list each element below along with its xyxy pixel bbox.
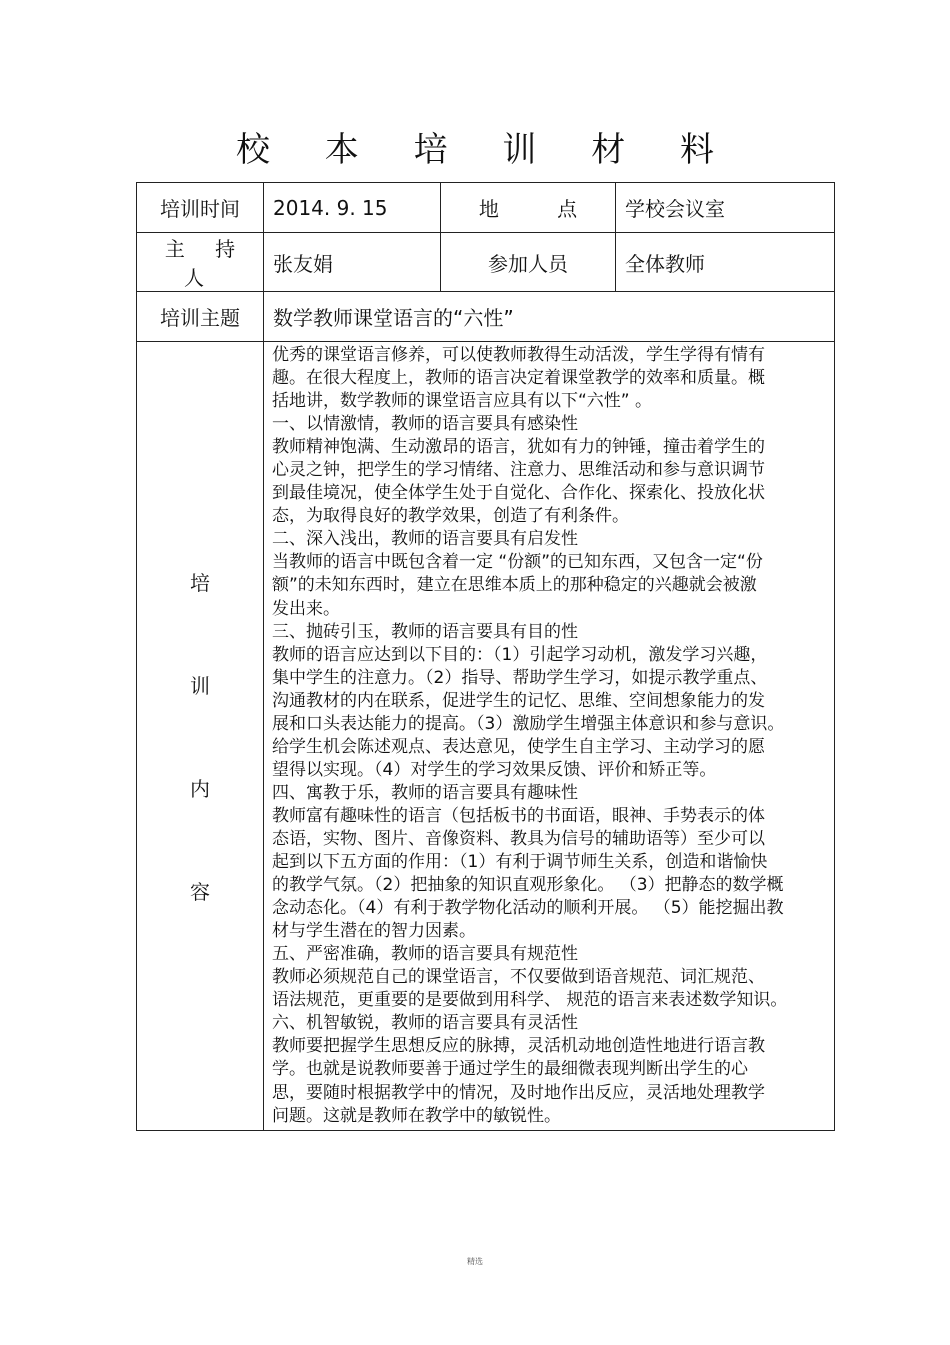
content-line: 态语，实物、图片、音像资料、教具为信号的辅助语等）至少可以 bbox=[272, 828, 765, 849]
content-line: 优秀的课堂语言修养，可以使教师教得生动活泼，学生学得有情有 bbox=[272, 345, 765, 365]
content-line: 材与学生潜在的智力因素。 bbox=[272, 921, 476, 942]
content-line: 趣。在很大程度上，教师的语言决定着课堂教学的效率和质量。概 bbox=[272, 368, 765, 389]
content-line: 三、抛砖引玉，教师的语言要具有目的性 bbox=[272, 621, 578, 642]
content-line: 望得以实现。（4）对学生的学习效果反馈、评价和矫正等。 bbox=[272, 759, 717, 780]
content-label bbox=[137, 342, 264, 1131]
content-line: 教师要把握学生思想反应的脉搏，灵活机动地创造性地进行语言教 bbox=[272, 1036, 765, 1057]
time-value: 2014. 9. 15 bbox=[264, 183, 441, 233]
content-line: 额”的未知东西时，建立在思维本质上的那种稳定的兴趣就会被激 bbox=[272, 575, 757, 596]
content-line: 教师富有趣味性的语言（包括板书的书面语，眼神、手势表示的体 bbox=[272, 805, 765, 826]
host-label: 主 持 人 bbox=[137, 233, 264, 292]
table-row-topic bbox=[137, 292, 835, 342]
content-label-char: 容 bbox=[190, 879, 210, 904]
content-line: 沟通教材的内在联系，促进学生的记忆、思维、空间想象能力的发 bbox=[272, 690, 765, 711]
content-line: 问题。这就是教师在教学中的敏锐性。 bbox=[272, 1105, 561, 1126]
content-line: 教师必须规范自己的课堂语言，不仅要做到语音规范、词汇规范、 bbox=[272, 967, 765, 988]
content-line: 集中学生的注意力。（2）指导、帮助学生学习，如提示教学重点、 bbox=[272, 667, 768, 688]
content-line: 二、深入浅出，教师的语言要具有启发性 bbox=[272, 529, 578, 550]
place-label: 地 点 bbox=[441, 183, 616, 233]
content-line: 教师的语言应达到以下目的：（1）引起学习动机，激发学习兴趣， bbox=[272, 644, 768, 665]
training-form-table bbox=[136, 182, 835, 1131]
time-label: 培训时间 bbox=[137, 183, 264, 233]
content-body bbox=[264, 342, 835, 1131]
place-value: 学校会议室 bbox=[616, 183, 835, 233]
content-line: 六、机智敏锐，教师的语言要具有灵活性 bbox=[272, 1013, 578, 1034]
content-line: 起到以下五方面的作用：（1）有利于调节师生关系，创造和谐愉快 bbox=[272, 852, 768, 873]
content-line: 四、寓教于乐，教师的语言要具有趣味性 bbox=[272, 782, 578, 803]
content-line: 心灵之钟，把学生的学习情绪、注意力、思维活动和参与意识调节 bbox=[272, 460, 765, 481]
content-line: 学。也就是说教师要善于通过学生的最细微表现判断出学生的心 bbox=[272, 1059, 748, 1080]
participants-value: 全体教师 bbox=[616, 233, 835, 292]
topic-label: 培训主题 bbox=[137, 292, 264, 342]
content-line: 展和口头表达能力的提高。（3）激励学生增强主体意识和参与意识。 bbox=[272, 713, 785, 734]
content-line: 念动态化。（4）有利于教学物化活动的顺利开展。 （5）能挖掘出教 bbox=[272, 898, 784, 919]
content-line: 的教学气氛。（2）把抽象的知识直观形象化。 （3）把静态的数学概 bbox=[272, 875, 784, 896]
topic-value: 数学教师课堂语言的“六性” bbox=[264, 292, 835, 342]
content-line: 五、严密准确，教师的语言要具有规范性 bbox=[272, 944, 578, 965]
page-title: 校 本 培 训 材 料 bbox=[235, 130, 737, 170]
content-line: 思，要随时根据教学中的情况，及时地作出反应，灵活地处理教学 bbox=[272, 1082, 765, 1103]
content-line: 括地讲，数学教师的课堂语言应具有以下“六性” 。 bbox=[272, 391, 653, 412]
content-line: 教师精神饱满、生动激昂的语言，犹如有力的钟锤，撞击着学生的 bbox=[272, 437, 765, 458]
content-line: 发出来。 bbox=[272, 598, 340, 619]
content-line: 到最佳境况，使全体学生处于自觉化、合作化、探索化、投放化状 bbox=[272, 483, 765, 504]
content-line: 给学生机会陈述观点、表达意见，使学生自主学习、主动学习的愿 bbox=[272, 736, 765, 757]
table-row-content bbox=[137, 342, 835, 1131]
content-line: 语法规范，更重要的是要做到用科学、 规范的语言来表述数学知识。 bbox=[272, 990, 788, 1011]
content-line: 当教师的语言中既包含着一定 “份额”的已知东西，又包含一定“份 bbox=[272, 552, 763, 573]
content-line: 态，为取得良好的教学效果，创造了有利条件。 bbox=[272, 506, 629, 527]
participants-label: 参加人员 bbox=[441, 233, 616, 292]
content-line: 一、以情激情，教师的语言要具有感染性 bbox=[272, 414, 578, 435]
host-value: 张友娟 bbox=[264, 233, 441, 292]
content-label-char: 内 bbox=[190, 776, 210, 801]
content-label-char: 培 bbox=[190, 570, 210, 595]
footer-mark: 精选 bbox=[467, 1257, 483, 1266]
table-row-host bbox=[137, 233, 835, 292]
table-row-time bbox=[137, 183, 835, 233]
content-label-char: 训 bbox=[190, 673, 210, 698]
